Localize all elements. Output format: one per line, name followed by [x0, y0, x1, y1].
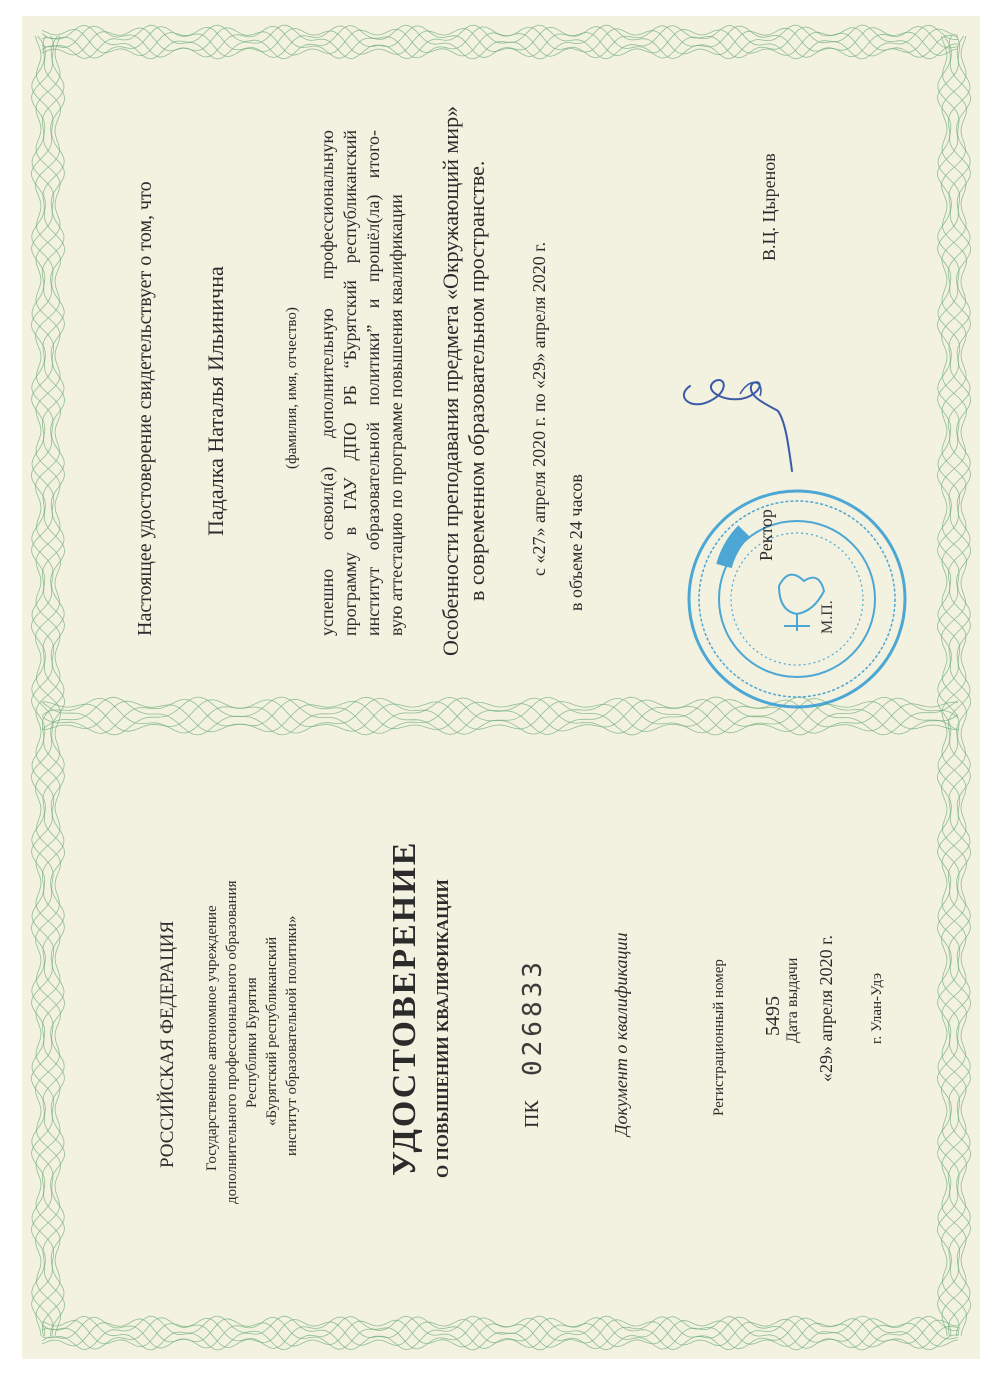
guilloche-line-right-2 — [938, 36, 971, 1336]
institution-line-1: Государственное автономное учреждение — [204, 905, 220, 1171]
guilloche-line-right-5 — [938, 36, 970, 1336]
program-title-line-2: в современном образовательном пространстве. — [464, 160, 489, 601]
guilloche-line-right-1 — [938, 36, 971, 1336]
document-type: Документ о квалификации — [611, 932, 631, 1136]
registration-number: 5495 — [762, 996, 784, 1036]
guilloche-line-top-1 — [42, 25, 958, 59]
study-volume: в объеме 24 часов — [566, 474, 586, 611]
rector-label: Ректор — [756, 509, 776, 561]
body-line-4: вую аттестацию по программе повышения квалификации — [386, 194, 406, 636]
rector-name: В.Ц. Цыренов — [759, 153, 779, 261]
document-title: УДОСТОВЕРЕНИЕ — [386, 840, 423, 1176]
guilloche-line-left-2 — [32, 36, 65, 1336]
issue-date: «29» апреля 2020 г. — [816, 935, 836, 1082]
body-line-3: институт образовательной политики” и прошёл(ла) итого- — [363, 130, 383, 636]
registration-label: Регистрационный номер — [711, 959, 727, 1116]
guilloche-line-left-4 — [31, 36, 64, 1336]
institution-line-3: Республики Бурятия — [244, 977, 260, 1108]
guilloche-line-left-5 — [32, 36, 64, 1336]
holder-full-name: Падалка Наталья Ильинична — [203, 266, 228, 536]
issue-city: г. Улан-Удэ — [869, 972, 885, 1044]
rector-signature — [670, 366, 820, 476]
guilloche-line-right-4 — [937, 36, 970, 1336]
stamp-place-label: М.П. — [819, 600, 836, 634]
institution-line-4: «Бурятский республиканский — [264, 936, 280, 1126]
document-number: 026833 — [518, 958, 548, 1076]
study-period: с «27» апреля 2020 г. по «29» апреля 2020 г. — [529, 241, 549, 576]
institution-line-5: институт образовательной политики» — [284, 915, 300, 1156]
institution-seal-stamp — [684, 486, 910, 712]
guilloche-line-bottom-1 — [42, 1316, 958, 1350]
issue-date-label: Дата выдачи — [784, 957, 801, 1043]
document-subtitle: О ПОВЫШЕНИИ КВАЛИФИКАЦИИ — [433, 879, 452, 1178]
certificate-paper — [22, 16, 980, 1359]
document-series: ПК — [521, 1100, 543, 1128]
body-line-2: программу в ГАУ ДПО РБ “Бурятский республиканский — [340, 130, 360, 636]
guilloche-line-left-1 — [32, 36, 65, 1336]
country-heading: РОССИЙСКАЯ ФЕДЕРАЦИЯ — [157, 920, 178, 1168]
body-line-1: успешно освоил(а) дополнительную профессиональную — [317, 130, 337, 636]
program-title-line-1: Особенности преподавания предмета «Окружающий мир» — [438, 105, 463, 656]
name-caption: (фамилия, имя, отчество) — [284, 307, 300, 469]
institution-line-2: дополнительного профессионального образования — [224, 880, 240, 1204]
intro-text: Настоящее удостоверение свидетельствует о том, что — [134, 181, 156, 636]
